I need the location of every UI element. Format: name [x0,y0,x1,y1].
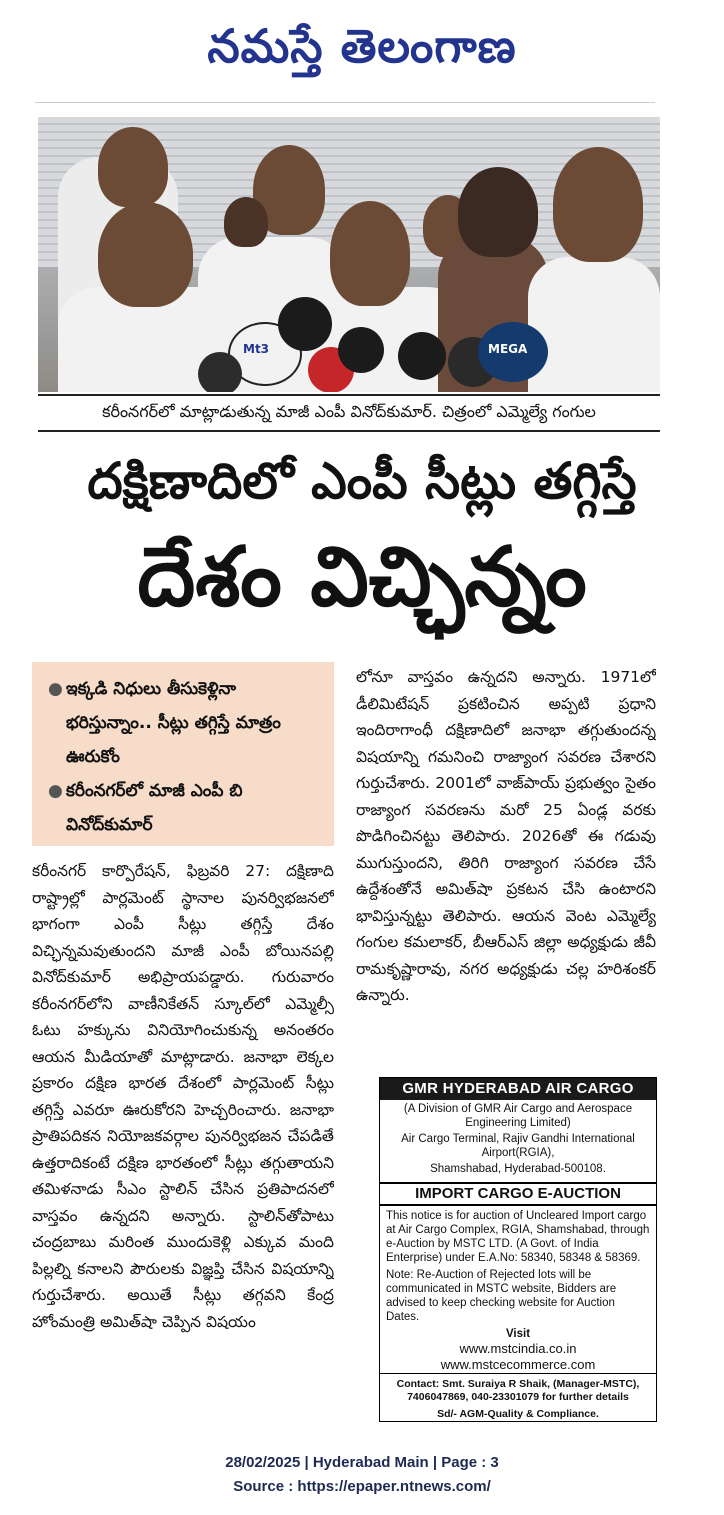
photo-person-head [98,127,168,207]
highlights-box [32,662,334,846]
ad-url-mstcecommerce[interactable]: www.mstcecommerce.com [380,1357,656,1374]
article-column-left [32,858,334,1418]
article-paragraph: లోనూ వాస్తవం ఉన్నదని అన్నారు. 1971లో డీలిమిటేషన్ ప్రకటించిన అప్పటి ప్రధాని ఇందిరాగాంధీ దక్షిణాదిలో జనాభా తగ్గుతుందన్న విషయాన్ని గమనించి రాజ్యాంగ సవరణ చేశారని గుర్తుచేశారు. 2001లో వాజ్‌పాయ్ ప్రభుత్వం సైతం రాజ్యాంగ సవరణను మరో 25 ఏండ్ల వరకు పొడిగించినట్టు తెలిపారు. 2026తో ఈ గడువు ముగుస్తుందని, తిరిగి రాజ్యాంగ సవరణ చేసే ఉద్దేశంతోనే అమిత్‌షా ప్రకటన చేసి ఉంటారని భావిస్తున్నట్టు తెలిపారు. ఆయన వెంట ఎమ్మెల్యే గంగుల కమలాకర్, బీఆర్‌ఎస్ జిల్లా అధ్యక్షుడు జీవీ రామకృష్ణారావు, నగర అధ్యక్షుడు చల్ల హరిశంకర్ ఉన్నారు. [356,668,656,1004]
ad-contact: Contact: Smt. Suraiya R Shaik, (Manager-MSTC), 7406047869, 040-23301079 for further details [396,1378,640,1403]
highlight-item [48,672,326,774]
bullet-icon: ● [48,781,63,801]
photo-caption: కరీంనగర్‌లో మాట్లాడుతున్న మాజీ ఎంపీ వినోద్‌కుమార్. చిత్రంలో ఎమ్మెల్యే గంగుల [102,402,596,421]
ad-address-city: Shamshabad, Hyderabad-500108. [430,1163,606,1175]
mic-icon [398,332,446,380]
photo-person-head [458,167,538,257]
ad-url-mstcindia[interactable]: www.mstcindia.co.in [459,1341,577,1356]
article-column-right [356,664,656,1068]
article-paragraph: కరీంనగర్ కార్పొరేషన్, ఫిబ్రవరి 27: దక్షిణాది రాష్ట్రాల్లో పార్లమెంట్ స్థానాల పునర్విభజనలో భాగంగా ఎంపీ సీట్లు తగ్గిస్తే దేశం విచ్ఛిన్నమవుతుందని మాజీ ఎంపీ బోయినపల్లి వినోద్‌కుమార్ అభిప్రాయపడ్డారు. గురువారం కరీంనగర్‌లోని వాణీనికేతన్ స్కూల్‌లో ఎమ్మెల్సీ ఓటు హక్కును వినియోగించుకున్న అనంతరం ఆయన మీడియాతో మాట్లాడారు. జనాభా లెక్కల ప్రకారం దక్షిణ భారత దేశంలో పార్లమెంట్ సీట్లు తగ్గిస్తే ఎవరూ ఊరుకోరని హెచ్చరించారు. జనాభా ప్రాతిపదికన నియోజకవర్గాల పునర్విభజన చేపడితే ఉత్తరాదికంటే దక్షిణ భారతంలో సీట్లు తగ్గుతాయని తమిళనాడు సీఎం స్టాలిన్ చేసిన ప్రతిపాదనలో వాస్తవం ఉన్నదని అన్నారు. స్టాలిన్‌తోపాటు చంద్రబాబు మరింత ముందుకెళ్లి ఎక్కువ మంది పిల్లల్ని కనాలని పౌరులకు విజ్ఞప్తి చేసిన విషయాన్ని గుర్తుచేశారు. అయితే సీట్లు తగ్గవని కేంద్ర హోంమంత్రి అమిత్‌షా చెప్పిన విషయం [32,862,334,1331]
bullet-icon: ● [48,679,63,699]
photo-person-head [330,201,410,306]
ad-notice: This notice is for auction of Uncleared Import cargo at Air Cargo Complex, RGIA, Shamshabad, through e-Auction by MSTC LTD. (A Govt. of India Enterprise) under E.A.No: 58340, 58348 & 58369. [386,1210,650,1264]
highlight-text: ఇక్కడి నిధులు తీసుకెళ్లినా భరిస్తున్నాం.. సీట్లు తగ్గిస్తే మాత్రం ఊరుకోం [66,679,281,767]
ad-title: IMPORT CARGO E-AUCTION [380,1182,656,1206]
mic-icon [278,297,332,351]
ad-address: Air Cargo Terminal, Rajiv Gandhi International Airport(RGIA), [401,1133,635,1159]
ad-signature: Sd/- AGM-Quality & Compliance. [437,1408,599,1420]
highlight-item [48,774,326,842]
mic-channel-label: Mt3 [243,342,270,356]
ad-division: (A Division of GMR Air Cargo and Aerospace Engineering Limited) [403,1103,633,1129]
headline-line-1: దక్షిణాదిలో ఎంపీ సీట్లు తగ్గిస్తే [87,452,637,510]
highlight-text: కరీంనగర్‌లో మాజీ ఎంపీ బి వినోద్‌కుమార్ [66,781,243,835]
ad-note: Note: Re-Auction of Rejected lots will be communicated in MSTC website, Bidders are advised to keep checking website for Auction Dates. [386,1269,617,1323]
news-photo [38,117,660,392]
mic-channel-label: MEGA [488,342,528,356]
mic-icon [198,352,242,392]
masthead-title: నమస్తే తెలంగాణ [207,19,517,73]
masthead-divider [35,102,655,103]
advertisement-box [379,1077,657,1422]
ad-visit: Visit [505,1328,531,1340]
photo-person-head [224,197,268,247]
photo-person-head [98,202,193,307]
photo-person-shirt [528,257,660,392]
mic-icon [338,327,384,373]
footer-date-page: 28/02/2025 | Hyderabad Main | Page : 3 [225,1454,499,1471]
headline-line-2: దేశం విచ్ఛిన్నం [137,530,587,625]
footer-source[interactable]: Source : https://epaper.ntnews.com/ [233,1478,491,1495]
photo-person-head [553,147,643,262]
ad-company: GMR HYDERABAD AIR CARGO [380,1078,656,1100]
caption-bottom-rule [38,430,660,432]
